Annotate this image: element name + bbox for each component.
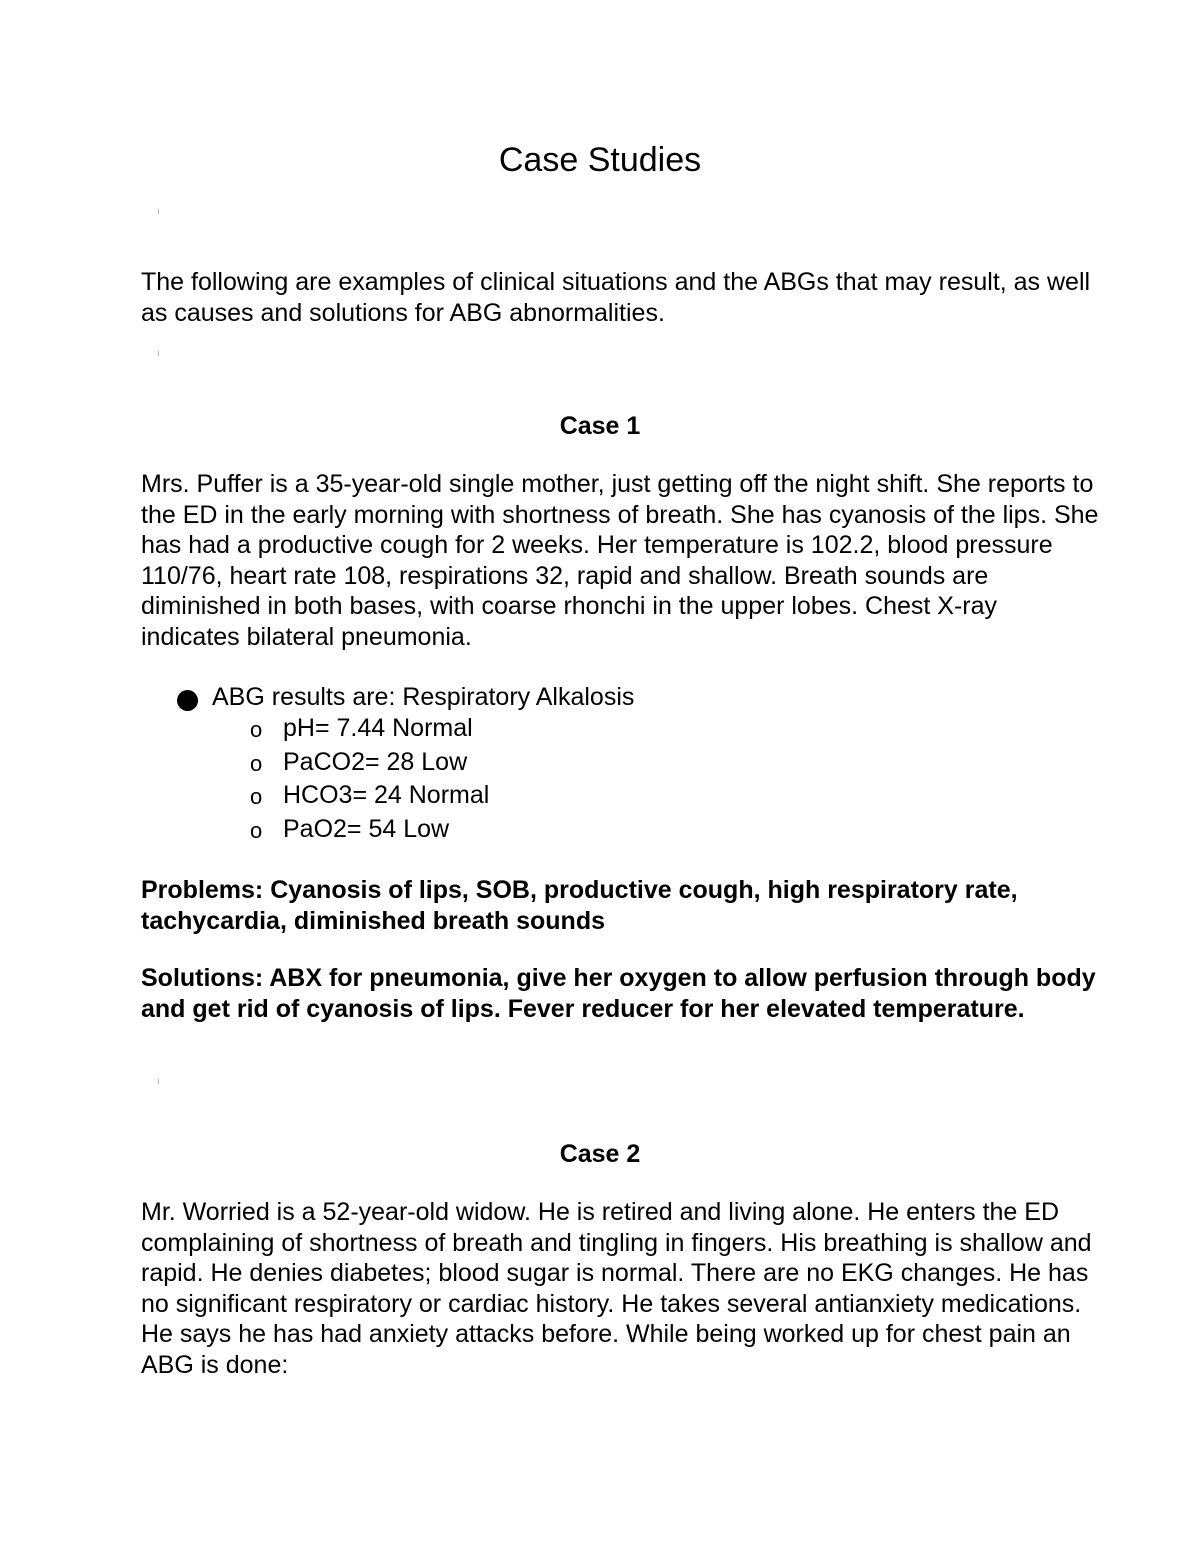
abg-value: PaO2= 54 Low xyxy=(283,815,450,844)
abg-value: pH= 7.44 Normal xyxy=(283,714,473,742)
circle-bullet-icon: o xyxy=(250,784,263,810)
bullet-icon xyxy=(177,690,198,711)
case-2-heading: Case 2 xyxy=(559,1140,641,1168)
paragraph-mark xyxy=(158,209,159,214)
circle-bullet-icon: o xyxy=(250,717,263,742)
case-1-problems: Problems: Cyanosis of lips, SOB, productive cough, high respiratory rate, tachycardia, diminished breath sounds xyxy=(141,876,1018,935)
abg-value: HCO3= 24 Normal xyxy=(283,781,490,810)
circle-bullet-icon: o xyxy=(250,818,263,844)
page-title: Case Studies xyxy=(498,141,702,179)
intro-paragraph: The following are examples of clinical situations and the ABGs that may result, as well as causes and solutions for ABG abnormalities. xyxy=(141,268,1091,327)
abg-summary: ABG results are: Respiratory Alkalosis xyxy=(212,683,635,711)
abg-value: PaCO2= 28 Low xyxy=(283,747,468,776)
case-1-description: Mrs. Puffer is a 35-year-old single mother, just getting off the night shift. She reports to the ED in the early morning with shortness of breath. She has cyanosis of the lips. She has had a productive cough for 2 weeks. Her temperature is 102.2, blood pressure 110/76, heart rate 108, respirations 32, rapid and shallow. Breath sounds are diminished in both bases, with coarse rhonchi in the upper lobes. Chest X-ray indicates bilateral pneumonia. xyxy=(141,470,1099,651)
case-2-description: Mr. Worried is a 52-year-old widow. He is retired and living alone. He enters the ED complaining of shortness of breath and tingling in fingers. His breathing is shallow and rapid. He denies diabetes; blood sugar is normal. There are no EKG changes. He has no significant respiratory or cardiac history. He takes several antianxiety medications. He says he has had anxiety attacks before. While being worked up for chest pain an ABG is done: xyxy=(141,1198,1092,1379)
paragraph-mark xyxy=(158,1079,159,1084)
circle-bullet-icon: o xyxy=(250,750,263,776)
case-1-heading: Case 1 xyxy=(559,412,641,440)
case-1-solutions: Solutions: ABX for pneumonia, give her oxygen to allow perfusion through body and get rid of cyanosis of lips. Fever reducer for her elevated temperature. xyxy=(141,964,1096,1023)
paragraph-mark xyxy=(158,351,159,356)
